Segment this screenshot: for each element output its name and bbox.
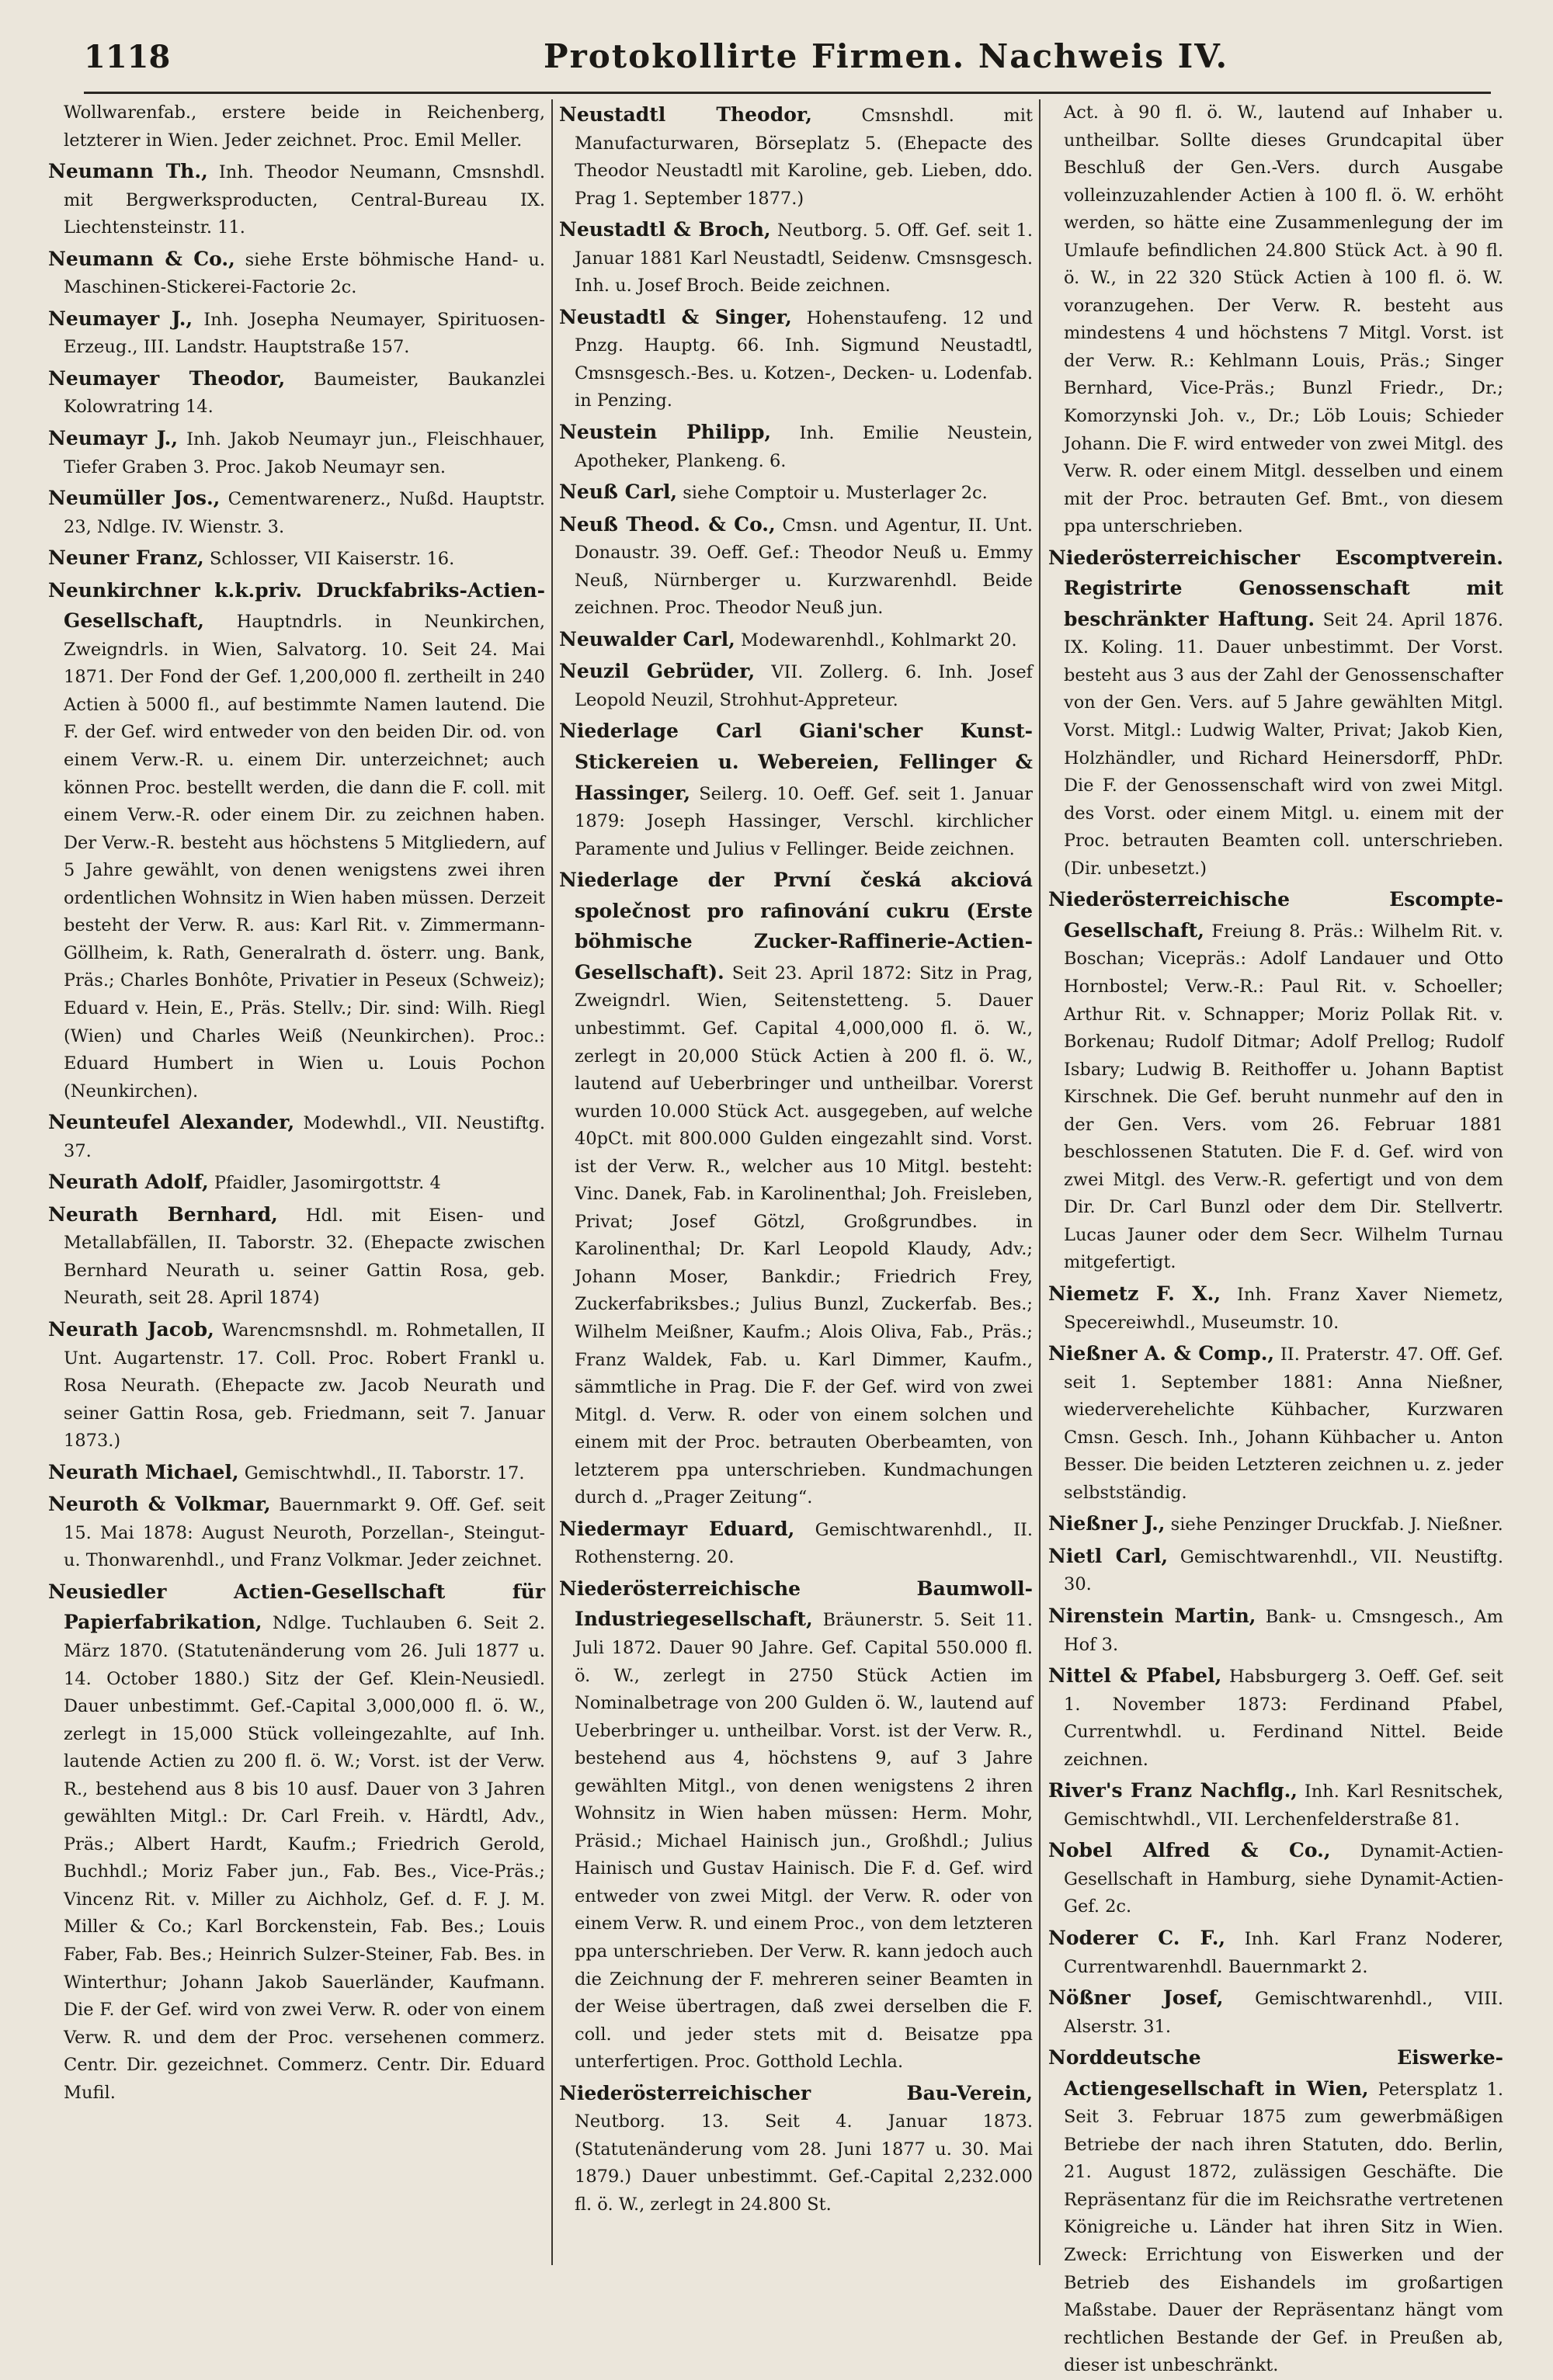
entry-text: VII. Zollerg. 6. Inh. Josef Leopold Neuzil, Strohhut-Appreteur. — [575, 662, 1033, 710]
entry-firm-name: Neustadtl & Singer, — [559, 305, 792, 328]
entry-text: Bräunerstr. 5. Seit 11. Juli 1872. Dauer 90 Jahre. Gef. Capital 550.000 fl. ö. W., zerlegt in 2750 Stück Actien im Nominalbetrage von 200 Gulden ö. W., lautend auf Ueberbringer u. untheilbar. Vorst. ist der Verw. R., bestehend aus 4, höchstens 9, auf 3 Jahre gewählten Mitgl., von denen wenigstens 2 ihren Wohnsitz in Wien haben müssen: Herm. Mohr, Präsid.; Michael Hainisch jun., Großhdl.; Julius Hainisch und Gustav Hainisch. Die F. d. Gef. wird entweder von zwei Mitgl. der Verw. R. oder von einem Verw. R. und einem Proc., von dem letzteren ppa unterschrieben. Der Verw. R. kann jedoch auch die Zeichnung der F. mehreren seiner Beamten in der Weise übertragen, daß zwei derselben die F. coll. und jeder stets mit d. Beisatze ppa unterfertigen. Proc. Gotthold Lechla. — [575, 1610, 1033, 2073]
entry-text: Wollwarenfab., erstere beide in Reichenberg, letzterer in Wien. Jeder zeichnet. Proc. Emil Meller. — [64, 102, 545, 151]
directory-entry — [559, 716, 1033, 863]
directory-entry — [48, 244, 545, 302]
directory-entry — [1048, 1278, 1503, 1337]
directory-entry — [48, 1577, 545, 2107]
entry-firm-name: Nößner Josef, — [1048, 1986, 1224, 2010]
entry-firm-name: Nirenstein Martin, — [1048, 1604, 1256, 1627]
entry-text: II. Praterstr. 47. Off. Gef. seit 1. September 1881: Anna Nießner, wiederverehelichte Kühbacher, Kurzwaren Cmsn. Gesch. Inh., Johann Kühbacher u. Anton Besser. Die beiden Letzteren zeichnen u. z. jeder selbstständig. — [1064, 1344, 1503, 1503]
entry-text: Schlosser, VII Kaiserstr. 16. — [209, 549, 455, 570]
directory-entry — [48, 1199, 545, 1313]
directory-entry — [48, 1489, 545, 1575]
entry-text: siehe Penzinger Druckfab. J. Nießner. — [1170, 1514, 1503, 1535]
column-divider-1 — [551, 99, 553, 2265]
entry-firm-name: Nittel & Pfabel, — [1048, 1664, 1222, 1688]
entry-text: Neutborg. 5. Off. Gef. seit 1. Januar 1881 Karl Neustadtl, Seidenw. Cmsnsgesch. Inh. u. Josef Broch. Beide zeichnen. — [575, 220, 1033, 297]
entry-text: Hdl. mit Eisen- und Metallabfällen, II. Taborstr. 32. (Ehepacte zwischen Bernhard Neurath u. seiner Gattin Rosa, geb. Neurath, seit 28. April 1874) — [64, 1205, 545, 1309]
entry-firm-name: Niederösterreichische Escompte-Gesellschaft, — [1048, 888, 1503, 942]
directory-entry — [48, 423, 545, 481]
directory-entry — [559, 509, 1033, 623]
column-1 — [48, 99, 545, 2273]
entry-firm-name: Neurath Adolf, — [48, 1171, 209, 1194]
entry-firm-name: Neuß Carl, — [559, 481, 678, 504]
directory-entry — [48, 1314, 545, 1455]
directory-entry — [1048, 543, 1503, 883]
directory-entry — [559, 624, 1033, 655]
directory-entry — [48, 1167, 545, 1198]
column-3 — [1048, 99, 1504, 2376]
directory-entry — [48, 156, 545, 242]
entry-firm-name: Noderer C. F., — [1048, 1927, 1226, 1949]
directory-entry — [559, 477, 1033, 508]
directory-entry — [1048, 1541, 1503, 1599]
entry-text: Bank- u. Cmsngesch., Am Hof 3. — [1064, 1606, 1504, 1655]
directory-entry — [559, 99, 1033, 213]
directory-entry — [559, 1514, 1033, 1572]
entry-firm-name: Nießner J., — [1048, 1512, 1166, 1535]
entry-firm-name: Neurath Michael, — [48, 1460, 239, 1483]
directory-entry — [48, 575, 545, 1105]
entry-text: Gemischtwarenhdl., VII. Neustiftg. 30. — [1064, 1546, 1503, 1595]
entry-firm-name: Nießner A. & Comp., — [1048, 1342, 1275, 1365]
entry-firm-name: Neurath Bernhard, — [48, 1202, 278, 1226]
directory-entry — [1048, 1923, 1503, 1981]
entry-firm-name: Neustadtl Theodor, — [559, 103, 812, 126]
entry-firm-name: Neuß Theod. & Co., — [559, 512, 776, 536]
entry-firm-name: Neumann & Co., — [48, 247, 235, 270]
entry-firm-name: Niedermayr Eduard, — [559, 1517, 795, 1540]
entry-text: Cmsn. und Agentur, II. Unt. Donaustr. 39. Oeff. Gef.: Theodor Neuß u. Emmy Neuß, Nürnberger u. Kurzwarenhdl. Beide zeichnen. Proc. Theodor Neuß jun. — [575, 515, 1033, 619]
directory-entry — [559, 656, 1033, 714]
entry-firm-name: Nobel Alfred & Co., — [1048, 1839, 1331, 1862]
entry-firm-name: Neustein Philipp, — [559, 421, 772, 444]
entry-text: Pfaidler, Jasomirgottstr. 4 — [214, 1173, 441, 1194]
directory-entry — [1048, 1338, 1503, 1507]
entry-firm-name: Niederösterreichischer Bau-Verein, — [559, 2081, 1033, 2104]
entry-text: Seilerg. 10. Oeff. Gef. seit 1. Januar 1879: Joseph Hassinger, Verschl. kirchlicher Paramente und Julius v Fellinger. Beide zeichnen. — [575, 783, 1033, 859]
directory-entry — [1048, 1775, 1503, 1834]
column-2 — [559, 99, 1033, 2273]
directory-entry — [1048, 2042, 1503, 2380]
directory-entry — [48, 363, 545, 422]
directory-entry — [48, 304, 545, 362]
entry-text: siehe Erste böhmische Hand- u. Maschinen-Stickerei-Factorie 2c. — [64, 249, 545, 298]
entry-firm-name: Neuzil Gebrüder, — [559, 660, 756, 683]
entry-text: Inh. Josepha Neumayer, Spirituosen-Erzeug., III. Landstr. Hauptstraße 157. — [64, 309, 546, 358]
entry-text: Inh. Karl Resnitschek, Gemischtwhdl., VII. Lerchenfelderstraße 81. — [1064, 1782, 1504, 1830]
entry-firm-name: River's Franz Nachflg., — [1048, 1779, 1298, 1802]
entry-text: Gemischtwarenhdl., VIII. Alserstr. 31. — [1064, 1989, 1504, 2037]
entry-text: Bauernmarkt 9. Off. Gef. seit 15. Mai 1878: August Neuroth, Porzellan-, Steingut- u. Thonwarenhdl., und Franz Volkmar. Jeder zeichnet. — [64, 1495, 545, 1571]
entry-text: Warencmsnshdl. m. Rohmetallen, II Unt. Augartenstr. 17. Coll. Proc. Robert Frankl u. Rosa Neurath. (Ehepacte zw. Jacob Neurath und seiner Gattin Rosa, geb. Friedmann, seit 7. Januar 1873.) — [64, 1320, 545, 1452]
entry-text: Gemischtwarenhdl., II. Rothensterng. 20. — [575, 1519, 1033, 1568]
entry-text: siehe Comptoir u. Musterlager 2c. — [683, 483, 988, 504]
entry-firm-name: Neuner Franz, — [48, 546, 204, 570]
entry-firm-name: Neumüller Jos., — [48, 487, 221, 510]
entry-firm-name: Neuroth & Volkmar, — [48, 1493, 271, 1516]
entry-text: Inh. Jakob Neumayr jun., Fleischhauer, Tiefer Graben 3. Proc. Jakob Neumayr sen. — [64, 429, 546, 477]
column-divider-2 — [1039, 99, 1041, 2265]
entry-firm-name: Neustadtl & Broch, — [559, 218, 771, 241]
directory-entry — [1048, 884, 1503, 1277]
entry-text: Seit 24. April 1876. IX. Koling. 11. Dauer unbestimmt. Der Vorst. besteht aus 3 aus der Zahl der Genossenschafter von der Gen. Vers. auf 5 Jahre gewählten Mitgl. Vorst. Mitgl.: Ludwig Walter, Privat; Jakob Kien, Holzhändler, und Richard Heinersdorff, PhDr. Die F. der Genossenschaft wird von zwei Mitgl. des Vorst. oder einem Mitgl. u. einem mit der Proc. betrauten Beamten coll. unterschrieben. (Dir. unbesetzt.) — [1064, 609, 1504, 879]
entry-text: Seit 23. April 1872: Sitz in Prag, Zweigndrl. Wien, Seitenstetteng. 5. Dauer unbestimmt. Gef. Capital 4,000,000 fl. ö. W., zerlegt in 20,000 Stück Actien à 200 fl. ö. W., lautend auf Ueberbringer und untheilbar. Vorerst wurden 10.000 Stück Act. ausgegeben, auf welche 40pCt. mit 800.000 Gulden eingezahlt sind. Vorst. ist der Verw. R., welcher aus 10 Mitgl. besteht: Vinc. Danek, Fab. in Karolinenthal; Joh. Freisleben, Privat; Josef Götzl, Großgrundbes. in Karolinenthal; Dr. Karl Leopold Klaudy, Adv.; Johann Moser, Bankdir.; Friedrich Frey, Zuckerfabriksbes.; Julius Bunzl, Zuckerfab. Bes.; Wilhelm Meißner, Kaufm.; Alois Oliva, Fab., Präs.; Franz Waldek, Fab. u. Karl Dimmer, Kaufm., sämmtliche in Prag. Die F. der Gef. wird von zwei Mitgl. d. Verw. R. oder von einem solchen und einem mit der Proc. betrauten Oberbeamten, von letzterem ppa unterschrieben. Kundmachungen durch d. „Prager Zeitung“. — [575, 963, 1033, 1508]
directory-entry — [559, 865, 1033, 1512]
entry-text: Petersplatz 1. Seit 3. Februar 1875 zum gewerbmäßigen Betriebe der nach ihren Statuten, ddo. Berlin, 21. August 1872, zulässigen Geschäfte. Die Repräsentanz für die im Reichsrathe vertretenen Königreiche u. Länder hat ihren Sitz in Wien. Zweck: Errichtung von Eiswerken und der Betrieb des Eishandels im großartigen Maßstabe. Dauer der Repräsentanz hängt vom rechtlichen Bestande der Gef. in Preußen ab, dieser ist unbeschränkt. — [1064, 2079, 1503, 2376]
entry-firm-name: Neuwalder Carl, — [559, 627, 735, 651]
directory-entry — [559, 214, 1033, 300]
entry-firm-name: Niederlage Carl Giani'scher Kunst-Stickereien u. Webereien, Fellinger & Hassinger, — [559, 720, 1033, 804]
directory-entry — [1048, 1835, 1503, 1921]
running-head: Protokollirte Firmen. Nachweis IV. — [544, 37, 1229, 75]
entry-text: Inh. Theodor Neumann, Cmsnshdl. mit Bergwerksproducten, Central-Bureau IX. Liechtensteinstr. 11. — [64, 162, 545, 238]
entry-text: Ndlge. Tuchlauben 6. Seit 2. März 1870. (Statutenänderung vom 26. Juli 1877 u. 14. October 1880.) Sitz der Gef. Klein-Neusiedl. Dauer unbestimmt. Gef.-Capital 3,000,000 fl. ö. W., zerlegt in 15,000 Stück volleingezahlte, auf Inh. lautende Actien zu 200 fl. ö. W.; Vorst. ist der Verw. R., bestehend aus 8 bis 10 ausf. Dauer von 3 Jahren gewählten Mitgl.: Dr. Carl Freih. v. Härdtl, Adv., Präs.; Albert Hardt, Kaufm.; Friedrich Gerold, Buchhdl.; Moriz Faber jun., Fab. Bes., Vice-Präs.; Vincenz Rit. v. Miller zu Aichholz, Gef. d. F. J. M. Miller & Co.; Karl Borckenstein, Fab. Bes.; Louis Faber, Fab. Bes.; Heinrich Sulzer-Steiner, Fab. Bes. in Winterthur; Johann Jakob Sauerländer, Kaufmann. Die F. der Gef. wird von zwei Verw. R. oder von einem Verw. R. und dem der Proc. versehenen commerz. Centr. Dir. gezeichnet. Commerz. Centr. Dir. Eduard Mufil. — [64, 1613, 545, 2103]
directory-entry — [559, 417, 1033, 475]
entry-firm-name: Niederösterreichische Baumwoll-Industriegesellschaft, — [559, 1577, 1033, 1631]
entry-text: Hauptndrls. in Neunkirchen, Zweigndrls. in Wien, Salvatorg. 10. Seit 24. Mai 1871. Der Fond der Gef. 1,200,000 fl. zertheilt in 240 Actien à 5000 fl., auf bestimmte Namen lautend. Die F. der Gef. wird entweder von den beiden Dir. od. von einem Verw.-R. u. einem Dir. unterzeichnet; auch können Proc. bestellt werden, die dann die F. coll. mit einem Verw.-R. oder einem Dir. zu zeichnen haben. Der Verw.-R. besteht aus höchstens 5 Mitgliedern, auf 5 Jahre gewählt, von denen wenigstens zwei ihren ordentlichen Wohnsitz in Wien haben müssen. Derzeit besteht der Verw. R. aus: Karl Rit. v. Zimmermann-Göllheim, k. Rath, Generalrath d. österr. ung. Bank, Präs.; Charles Bonhôte, Privatier in Peseux (Schweiz); Eduard v. Hein, E., Präs. Stellv.; Dir. sind: Wilh. Riegl (Wien) und Charles Weiß (Neunkirchen). Proc.: Eduard Humbert in Wien u. Louis Pochon (Neunkirchen). — [64, 612, 545, 1102]
entry-text: Cmsnshdl. mit Manufacturwaren, Börseplatz 5. (Ehepacte des Theodor Neustadtl mit Karoline, geb. Lieben, ddo. Prag 1. September 1877.) — [575, 106, 1033, 209]
entry-firm-name: Neumann Th., — [48, 160, 208, 183]
directory-entry — [48, 1457, 545, 1488]
entry-firm-name: Niemetz F. X., — [1048, 1282, 1221, 1305]
entry-firm-name: Neunkirchner k.k.priv. Druckfabriks-Actien-Gesellschaft, — [48, 578, 545, 633]
entry-firm-name: Neumayer J., — [48, 307, 193, 330]
directory-entry — [1048, 99, 1503, 541]
entry-text: Act. à 90 fl. ö. W., lautend auf Inhaber u. untheilbar. Sollte dieses Grundcapital über Beschluß der Gen.-Vers. durch Ausgabe volleinzuzahlender Actien à 100 fl. ö. W. erhöht werden, so hätte eine Zusammenlegung der im Umlaufe befindlichen 24.800 Stück Act. à 90 fl. ö. W., in 22 320 Stück Actien à 100 fl. ö. W. voranzugehen. Der Verw. R. besteht aus mindestens 4 und höchstens 7 Mitgl. Vorst. ist der Verw. R.: Kehlmann Louis, Präs.; Singer Bernhard, Vice-Präs.; Bunzl Friedr., Dr.; Komorzynski Joh. v., Dr.; Löb Louis; Schieder Johann. Die F. wird entweder von zwei Mitgl. des Verw. R. oder einem Mitgl. desselben und einem mit der Proc. betrauten Gef. Bmt., von diesem ppa unterschrieben. — [1064, 102, 1503, 537]
directory-entry — [559, 302, 1033, 415]
entry-text: Gemischtwhdl., II. Taborstr. 17. — [244, 1462, 525, 1483]
entry-text: Baumeister, Baukanzlei Kolowratring 14. — [64, 369, 546, 418]
entry-firm-name: Neunteufel Alexander, — [48, 1111, 295, 1134]
entry-firm-name: Neumayer Theodor, — [48, 366, 286, 390]
directory-entry — [48, 99, 545, 154]
directory-entry — [559, 1573, 1033, 2076]
entry-text: Neutborg. 13. Seit 4. Januar 1873. (Statutenänderung vom 28. Juni 1877 u. 30. Mai 1879.) Dauer unbestimmt. Gef.-Capital 2,232.000 fl. ö. W., zerlegt in 24.800 St. — [575, 2111, 1033, 2215]
entry-firm-name: Neumayr J., — [48, 427, 179, 450]
entry-text: Inh. Emilie Neustein, Apotheker, Plankeng. 6. — [575, 423, 1033, 471]
directory-entry — [48, 543, 545, 574]
page-number: 1118 — [84, 39, 171, 75]
entry-firm-name: Niederlage der První česká akciová společnost pro rafinování cukru (Erste böhmische Zucker-Raffinerie-Actien-Gesellschaft). — [559, 869, 1033, 984]
entry-firm-name: Neurath Jacob, — [48, 1317, 214, 1341]
entry-firm-name: Niederösterreichischer Escomptverein. Registrirte Genossenschaft mit beschränkter Haftung. — [1048, 546, 1503, 630]
entry-text: Inh. Karl Franz Noderer, Currentwarenhdl. Bauernmarkt 2. — [1064, 1929, 1504, 1977]
entry-text: Dynamit-Actien-Gesellschaft in Hamburg, siehe Dynamit-Actien-Gef. 2c. — [1064, 1841, 1504, 1917]
directory-entry — [1048, 1601, 1503, 1659]
directory-entry — [1048, 1660, 1503, 1774]
entry-text: Freiung 8. Präs.: Wilhelm Rit. v. Boschan; Vicepräs.: Adolf Landauer und Otto Hornbostel; Verw.-R.: Paul Rit. v. Schoeller; Arthur Rit. v. Schnapper; Moriz Pollak Rit. v. Borkenau; Rudolf Ditmar; Adolf Prellog; Rudolf Isbary; Ludwig B. Reithoffer u. Johann Baptist Kirschnek. Die Gef. beruht nunmehr auf den in der Gen. Vers. vom 26. Februar 1881 beschlossenen Statuten. Die F. d. Gef. wird von zwei Mitgl. des Verw.-R. gefertigt und von dem Dir. Dr. Carl Bunzl oder dem Dir. Stellvertr. Lucas Jauner oder dem Secr. Wilhelm Turnau mitgefertigt. — [1064, 921, 1503, 1273]
entry-text: Cementwarenerz., Nußd. Hauptstr. 23, Ndlge. IV. Wienstr. 3. — [64, 489, 545, 537]
entry-firm-name: Nietl Carl, — [1048, 1544, 1169, 1567]
entry-text: Modewarenhdl., Kohlmarkt 20. — [741, 630, 1017, 651]
entry-text: Habsburgerg 3. Oeff. Gef. seit 1. November 1873: Ferdinand Pfabel, Currentwhdl. u. Ferdinand Nittel. Beide zeichnen. — [1064, 1667, 1503, 1770]
directory-entry — [48, 483, 545, 541]
directory-entry — [1048, 1508, 1503, 1539]
directory-entry — [48, 1107, 545, 1165]
entry-text: Inh. Franz Xaver Niemetz, Specereiwhdl., Museumstr. 10. — [1064, 1284, 1503, 1333]
entry-text: Hohenstaufeng. 12 und Pnzg. Hauptg. 66. Inh. Sigmund Neustadtl, Cmsnsgesch.-Bes. u. Kotzen-, Decken- u. Lodenfab. in Penzing. — [575, 307, 1033, 411]
entry-text: Modewhdl., VII. Neustiftg. 37. — [64, 1113, 546, 1161]
directory-entry — [1048, 1983, 1503, 2041]
header-rule — [84, 92, 1491, 94]
entry-firm-name: Neusiedler Actien-Gesellschaft für Papierfabrikation, — [48, 1580, 545, 1634]
entry-firm-name: Norddeutsche Eiswerke-Actiengesellschaft in Wien, — [1048, 2046, 1503, 2100]
directory-entry — [559, 2078, 1033, 2219]
